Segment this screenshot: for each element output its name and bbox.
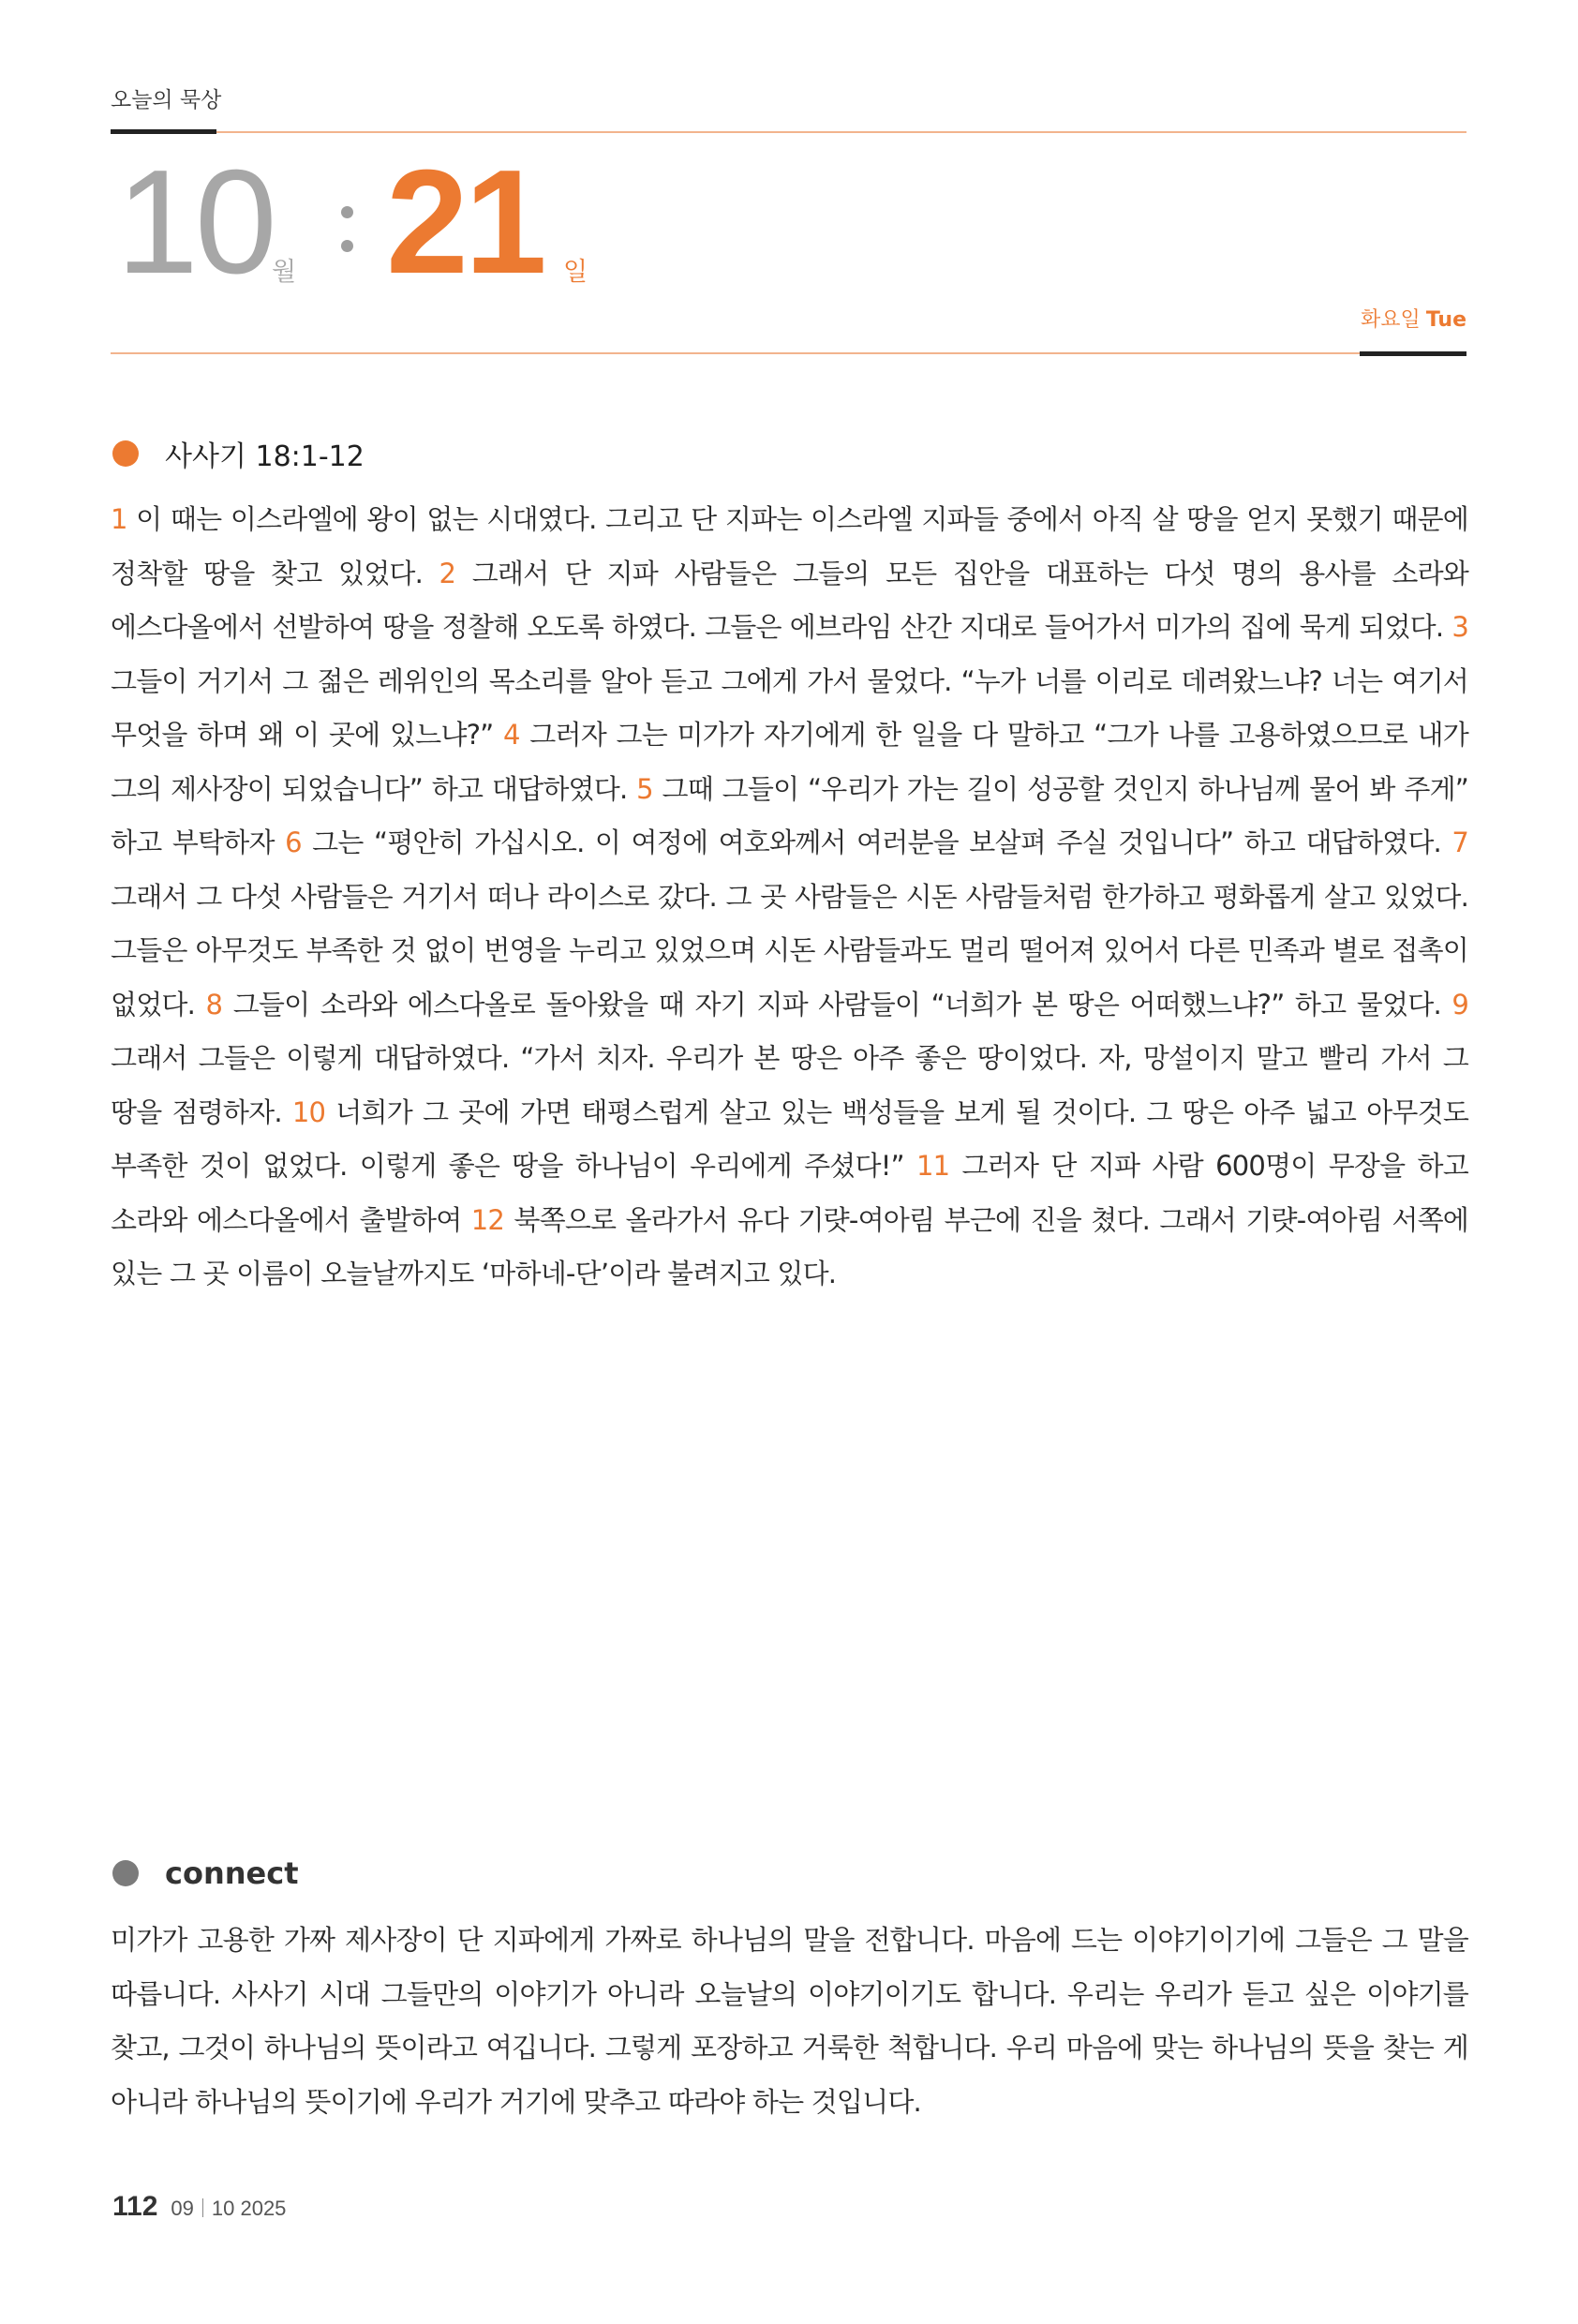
verse-number: 9 [1451,988,1469,1020]
page-number: 112 [112,2191,158,2222]
weekday-korean: 화요일 [1361,308,1421,332]
verse-number: 7 [1451,827,1469,858]
verse-text: 그러자 그는 미가가 자기에게 한 일을 다 말하고 “그가 나를 고용하였으므로 내가 그의 제사장이 되었습니다” 하고 대답하였다. [111,719,1468,805]
verse-number: 5 [636,772,653,805]
verse-number: 6 [285,827,302,858]
verse-text: 그는 “평안히 가십시오. 이 여정에 여호와께서 여러분을 보살펴 주실 것입니다” 하고 대답하였다. [312,827,1441,858]
bullet-dot-icon [112,440,139,467]
scripture-passage [111,493,1468,1302]
verse-text: 그들이 거기서 그 젊은 레위인의 목소리를 알아 듣고 그에게 가서 물었다. “누가 너를 이리로 데려왔느냐? 너는 여기서 무엇을 하며 왜 이 곳에 있느냐?” [111,664,1468,751]
weekday [1361,304,1466,333]
bullet-dot-icon [112,1860,139,1886]
verse-number: 8 [205,988,223,1020]
connect-heading [112,1855,298,1891]
issue-months: 09 [171,2197,194,2220]
date-month-unit: 월 [272,258,297,287]
verse-text: 북쪽으로 올라가서 유다 기럇-여아림 부근에 진을 쳤다. 그래서 기럇-여아림 서쪽에 있는 그 곳 이름이 오늘날까지도 ‘마하네-단’이라 불려지고 있다. [111,1203,1469,1289]
verse-number: 1 [111,503,127,535]
date-divider-accent [1360,351,1466,356]
top-divider-accent [111,129,216,134]
verse-text: 그러자 단 지파 사람 600명이 무장을 하고 소라와 에스다올에서 출발하여 [111,1150,1468,1236]
verse-number: 10 [291,1095,326,1128]
issue-info [171,2197,286,2221]
scripture-heading [112,433,365,474]
date-month: 10 [116,140,274,305]
issue-separator [202,2198,203,2217]
weekday-english: Tue [1425,308,1466,332]
page-footer [112,2191,286,2223]
verse-number: 12 [470,1203,505,1236]
date-day: 21 [386,140,543,305]
verse-number: 3 [1451,611,1468,643]
verse-text: 이 때는 이스라엘에 왕이 없는 시대였다. 그리고 단 지파는 이스라엘 지파들 중에서 아직 살 땅을 얻지 못했기 때문에 정착할 땅을 찾고 있었다. [111,503,1468,589]
page-header-label: 오늘의 묵상 [111,88,222,112]
top-divider [111,131,1466,133]
date-divider [111,352,1466,354]
connect-paragraph: 미가가 고용한 가짜 제사장이 단 지파에게 가짜로 하나님의 말을 전합니다. 마음에 드는 이야기이기에 그들은 그 말을 따릅니다. 사사기 시대 그들만의 이야기가 아니라 오늘날의 이야기이기도 합니다. 우리는 우리가 듣고 싶은 이야기를 찾고, 그것이 하나님의 뜻이라고 여깁니다. 그렇게 포장하고 거룩한 척합니다. 우리 마음에 맞는 하나님의 뜻을 찾는 게 아니라 하나님의 뜻이기에 우리가 거기에 맞추고 따라야 하는 것입니다. [111,1924,1468,2118]
verse-text: 너희가 그 곳에 가면 태평스럽게 살고 있는 백성들을 보게 될 것이다. 그 땅은 아주 넓고 아무것도 부족한 것이 없었다. 이렇게 좋은 땅을 하나님이 우리에게 주셨다!” [111,1095,1469,1182]
verse-text: 그래서 그들은 이렇게 대답하였다. “가서 치자. 우리가 본 땅은 아주 좋은 땅이었다. 자, 망설이지 말고 빨리 가서 그 땅을 점령하자. [111,1042,1468,1128]
date-day-unit: 일 [563,258,588,287]
issue-year: 10 2025 [211,2197,287,2220]
scripture-title: 사사기 18:1-12 [165,440,365,473]
verse-text: 그래서 단 지파 사람들은 그들의 모든 집안을 대표하는 다섯 명의 용사를 소라와 에스다올에서 선발하여 땅을 정찰해 오도록 하였다. 그들은 에브라임 산간 지대로 들어가서 미가의 집에 묵게 되었다. [111,557,1468,643]
verse-number: 2 [439,557,456,589]
verse-text: 그래서 그 다섯 사람들은 거기서 떠나 라이스로 갔다. 그 곳 사람들은 시돈 사람들처럼 한가하고 평화롭게 살고 있었다. 그들은 아무것도 부족한 것 없이 번영을 누리고 있었으며 시돈 사람들과도 멀리 떨어져 있어서 다른 민족과 별로 접촉이 없었다. [111,880,1468,1020]
verse-number: 4 [503,719,520,751]
connect-title: connect [165,1855,299,1891]
verse-number: 11 [916,1150,950,1182]
date-colon-separator [341,199,354,257]
verse-text: 그들이 소라와 에스다올로 돌아왔을 때 자기 지파 사람들이 “너희가 본 땅은 어떠했느냐?” 하고 물었다. [232,988,1441,1020]
verse-text: 그때 그들이 “우리가 가는 길이 성공할 것인지 하나님께 물어 봐 주게” 하고 부탁하자 [111,772,1469,858]
